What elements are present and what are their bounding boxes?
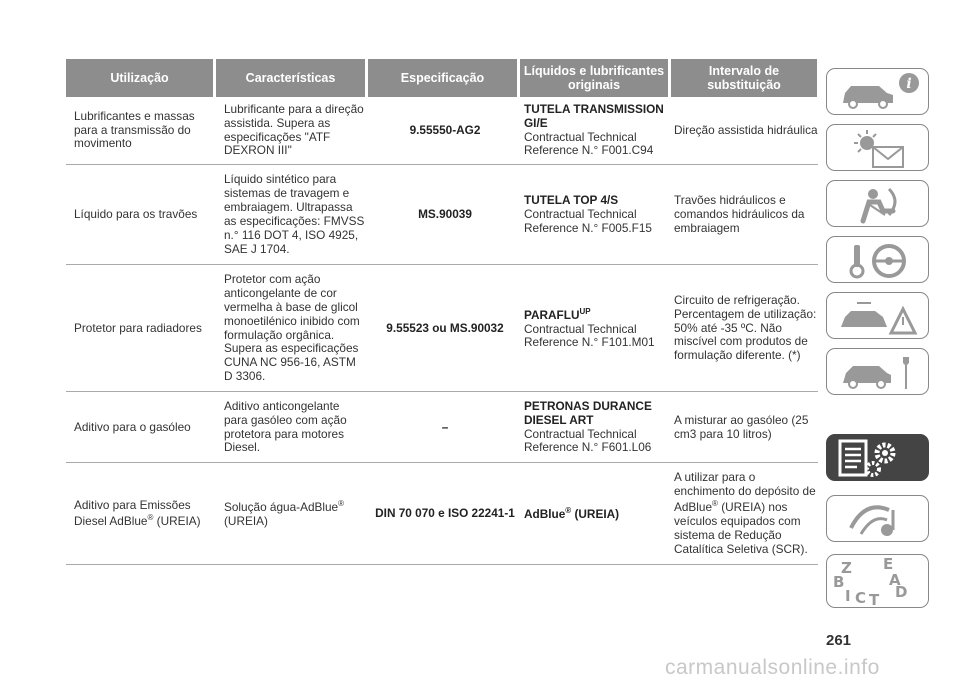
cell-use: Aditivo para o gasóleo	[74, 419, 191, 434]
index-letter: B	[833, 573, 845, 591]
sidebar-technical-data[interactable]	[826, 434, 929, 481]
cell-interval: Travões hidráulicos e comandos hidráulicos da embraiagem	[674, 193, 805, 235]
page-number: 261	[826, 632, 852, 649]
svg-text:i: i	[906, 76, 912, 92]
index-letter: A	[889, 571, 901, 589]
cell-use: Líquido para os travões	[74, 207, 198, 222]
product-name: TUTELA TOP 4/S	[524, 193, 619, 208]
sidebar-multimedia[interactable]	[826, 495, 929, 542]
header-fluids: Líquidos e lubrificantes originais	[520, 59, 668, 97]
cell-interval: Circuito de refrigeração. Percentagem de utilização: 50% até -35 ºC. Não miscível com produtos de formulação diferente. (*)	[674, 292, 817, 363]
use-text-suffix: (UREIA)	[153, 513, 201, 528]
sidebar-warning-lights[interactable]	[826, 124, 929, 171]
interval-text-suffix: (UREIA) nos veículos equipados com sistema de Redução Catalítica Seletiva (SCR).	[674, 500, 808, 556]
char-text-suffix: (UREIA)	[224, 513, 268, 528]
index-letter: I	[845, 587, 851, 605]
registered-mark: ®	[147, 513, 154, 523]
index-letter: E	[883, 555, 894, 573]
index-letter: T	[869, 591, 880, 609]
char-text: Solução água-AdBlue	[224, 500, 339, 515]
cell-spec: 9.55523 ou MS.90032	[386, 320, 504, 335]
cell-characteristics: Lubrificante para a direção assistida. Supera as especificações "ATF DEXRON III"	[224, 101, 364, 158]
registered-mark: ®	[712, 499, 718, 509]
product-name: TUTELA TRANSMISSION GI/E	[524, 101, 664, 130]
index-letter: D	[895, 583, 908, 601]
header-characteristics: Características	[216, 59, 365, 97]
cell-interval: Direção assistida hidráulica	[674, 122, 818, 137]
car-info-icon	[827, 69, 930, 116]
cell-use: Lubrificantes e massas para a transmissão do movimento	[74, 108, 195, 151]
cell-product	[524, 464, 668, 564]
interval-text: A utilizar para o enchimento do depósito de AdBlue	[674, 470, 816, 515]
cell-product	[524, 97, 668, 164]
sidebar-maintenance[interactable]	[826, 348, 929, 395]
cell-characteristics: Aditivo anticongelante para gasóleo com ação protetora para motores Diesel.	[224, 398, 347, 455]
cell-use: Protetor para radiadores	[74, 320, 202, 335]
sidebar-car-info[interactable]	[826, 68, 929, 115]
cell-product	[524, 166, 668, 264]
warning-lights-icon	[827, 125, 930, 172]
product-name-sup: UP	[579, 306, 591, 316]
header-specification: Especificação	[368, 59, 517, 97]
cell-use	[74, 464, 214, 564]
sidebar-index[interactable]	[826, 554, 929, 608]
product-name: PARAFLU	[524, 307, 580, 322]
product-ref: Contractual Technical Reference N.° F601.L06	[524, 426, 652, 455]
header-interval: Intervalo de substituição	[671, 59, 817, 97]
product-name-suffix: (UREIA)	[571, 507, 620, 521]
cell-interval	[674, 464, 818, 564]
cell-spec: 9.55550-AG2	[409, 122, 481, 137]
product-ref: Contractual Technical Reference N.° F001.C94	[524, 129, 654, 158]
index-icon	[827, 555, 930, 609]
table-row	[66, 266, 818, 392]
table-header	[66, 59, 817, 97]
cell-product	[524, 266, 668, 391]
table-row	[66, 464, 818, 565]
sidebar-steering-key[interactable]	[826, 236, 929, 283]
watermark: carmanualsonline.info	[665, 656, 880, 679]
table-row	[66, 97, 818, 165]
product-ref: Contractual Technical Reference N.° F101.M01	[524, 321, 655, 350]
header-use: Utilização	[66, 59, 213, 97]
sidebar-airbag-safety[interactable]	[826, 180, 929, 227]
emergency-icon	[827, 293, 930, 340]
cell-characteristics: Líquido sintético para sistemas de travagem e embraiagem. Ultrapassa as especificações: FMVSS n.° 116 DOT 4, ISO 4925, SAE J 1704.	[224, 172, 365, 256]
cell-interval: A misturar ao gasóleo (25 cm3 para 10 litros)	[674, 412, 809, 441]
product-ref: Contractual Technical Reference N.° F005.F15	[524, 207, 652, 235]
registered-mark: ®	[338, 499, 345, 509]
index-letter: C	[855, 589, 867, 607]
table-row	[66, 166, 818, 265]
multimedia-icon	[827, 496, 930, 543]
airbag-safety-icon	[827, 181, 930, 228]
steering-key-icon	[827, 237, 930, 284]
table-row	[66, 393, 818, 463]
technical-data-icon	[827, 435, 930, 482]
cell-spec: MS.90039	[418, 207, 472, 222]
cell-characteristics: Protetor com ação anticongelante de cor vermelha à base de glicol monoetilénico inibido com formulação orgânica. Supera as especificações CUNA NC 956-16, ASTM D 3306.	[224, 271, 360, 384]
cell-product	[524, 393, 668, 462]
cell-spec: –	[441, 419, 449, 434]
index-letter: Z	[841, 559, 852, 577]
registered-mark: ®	[565, 506, 572, 516]
sidebar-emergency[interactable]	[826, 292, 929, 339]
product-name: AdBlue	[524, 507, 566, 521]
cell-characteristics	[224, 464, 366, 564]
maintenance-icon	[827, 349, 930, 396]
cell-spec: DIN 70 070 e ISO 22241-1	[375, 506, 515, 521]
use-text: Aditivo para Emissões Diesel AdBlue	[74, 498, 191, 528]
product-name: PETRONAS DURANCE DIESEL ART	[524, 398, 652, 427]
